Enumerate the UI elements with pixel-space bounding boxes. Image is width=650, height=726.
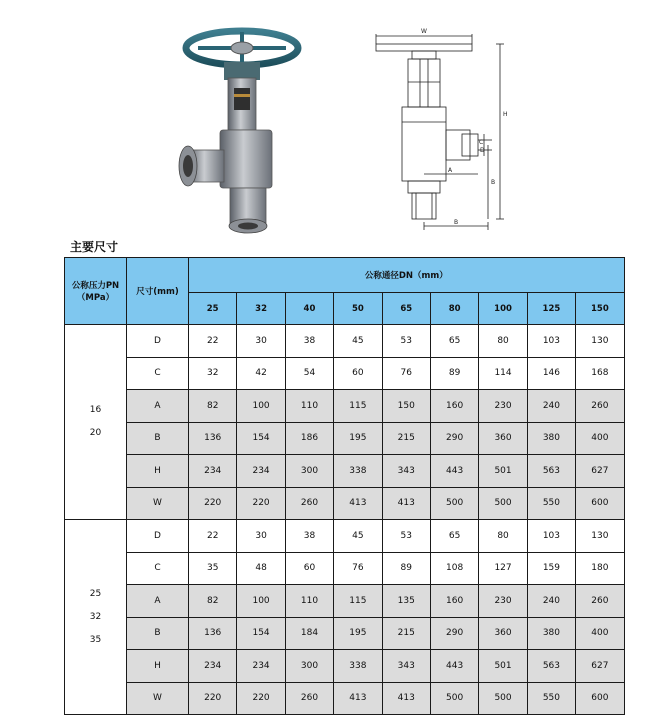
dn-value-header: 65 <box>382 293 430 325</box>
dimension-value: 563 <box>527 650 575 683</box>
dimension-value: 110 <box>285 585 333 618</box>
dimension-value: 413 <box>382 682 430 715</box>
dimension-value: 360 <box>479 422 527 455</box>
dimension-value: 180 <box>576 552 624 585</box>
dimension-value: 136 <box>189 617 237 650</box>
dimension-value: 234 <box>189 650 237 683</box>
dimension-value: 53 <box>382 325 430 358</box>
dimension-value: 32 <box>189 357 237 390</box>
dimension-value: 343 <box>382 650 430 683</box>
dimension-value: 22 <box>189 325 237 358</box>
dimension-value: 343 <box>382 455 430 488</box>
dimension-value: 130 <box>576 520 624 553</box>
dimension-value: 154 <box>237 422 285 455</box>
pn-value: 25 <box>89 588 102 599</box>
dimension-value: 30 <box>237 520 285 553</box>
dimension-value: 80 <box>479 325 527 358</box>
dimension-value: 380 <box>527 617 575 650</box>
dimension-value: 550 <box>527 682 575 715</box>
dimension-value: 300 <box>285 455 333 488</box>
table-row <box>65 422 625 455</box>
dimension-value: 290 <box>430 617 478 650</box>
dimension-value: 501 <box>479 455 527 488</box>
dimension-label: B <box>127 422 189 455</box>
dimension-value: 600 <box>576 487 624 520</box>
dimension-value: 54 <box>285 357 333 390</box>
dn-value-header: 50 <box>334 293 382 325</box>
dn-value-header: 25 <box>189 293 237 325</box>
dimension-value: 220 <box>189 682 237 715</box>
dimension-value: 360 <box>479 617 527 650</box>
dimension-value: 338 <box>334 650 382 683</box>
pn-value: 32 <box>89 611 102 622</box>
valve-photo <box>168 22 318 236</box>
dimension-value: 108 <box>430 552 478 585</box>
dn-value-header: 40 <box>285 293 333 325</box>
dimension-value: 110 <box>285 390 333 423</box>
dimension-value: 195 <box>334 617 382 650</box>
drawing-label-b-bottom: B <box>454 219 459 226</box>
table-body <box>65 325 625 715</box>
dimension-value: 443 <box>430 650 478 683</box>
dim-header: 尺寸(mm) <box>127 258 189 325</box>
dn-value-header: 100 <box>479 293 527 325</box>
dimension-value: 500 <box>479 487 527 520</box>
dimension-value: 500 <box>430 487 478 520</box>
dimension-value: 154 <box>237 617 285 650</box>
dimension-value: 103 <box>527 520 575 553</box>
drawing-label-b-right: B <box>491 179 496 186</box>
dimension-value: 146 <box>527 357 575 390</box>
dimension-value: 38 <box>285 520 333 553</box>
dimension-value: 127 <box>479 552 527 585</box>
dimension-value: 220 <box>237 487 285 520</box>
dimension-value: 230 <box>479 585 527 618</box>
dimension-value: 186 <box>285 422 333 455</box>
table-row <box>65 390 625 423</box>
dimension-value: 413 <box>334 487 382 520</box>
dimension-value: 400 <box>576 617 624 650</box>
dimension-value: 60 <box>334 357 382 390</box>
dimension-value: 338 <box>334 455 382 488</box>
dimension-value: 230 <box>479 390 527 423</box>
dimension-value: 443 <box>430 455 478 488</box>
dimension-label: C <box>127 357 189 390</box>
dimension-label: D <box>127 325 189 358</box>
dimension-label: C <box>127 552 189 585</box>
dimension-value: 65 <box>430 520 478 553</box>
table-row <box>65 487 625 520</box>
drawing-label-h: H <box>503 111 508 118</box>
dimension-value: 215 <box>382 422 430 455</box>
dimension-label: A <box>127 390 189 423</box>
dimension-value: 184 <box>285 617 333 650</box>
dimension-value: 130 <box>576 325 624 358</box>
dimension-value: 82 <box>189 390 237 423</box>
dimensions-table <box>64 257 625 715</box>
dimension-label: W <box>127 487 189 520</box>
dimension-value: 135 <box>382 585 430 618</box>
dimension-value: 260 <box>285 682 333 715</box>
valve-dimension-drawing <box>368 22 528 236</box>
dimension-value: 260 <box>285 487 333 520</box>
dimension-value: 60 <box>285 552 333 585</box>
dimension-value: 220 <box>237 682 285 715</box>
drawing-label-w: W <box>421 28 427 35</box>
dimension-value: 260 <box>576 585 624 618</box>
dimension-value: 290 <box>430 422 478 455</box>
dimension-label: H <box>127 650 189 683</box>
dimension-value: 234 <box>237 650 285 683</box>
dimension-value: 215 <box>382 617 430 650</box>
dimension-value: 136 <box>189 422 237 455</box>
dimension-value: 159 <box>527 552 575 585</box>
dimension-value: 501 <box>479 650 527 683</box>
dn-header: 公称通径DN（mm） <box>189 258 625 293</box>
pn-header: 公称压力PN（MPa） <box>65 258 127 325</box>
pn-value: 20 <box>89 428 102 438</box>
table-row <box>65 357 625 390</box>
dimension-value: 30 <box>237 325 285 358</box>
dimension-value: 168 <box>576 357 624 390</box>
dimension-value: 160 <box>430 390 478 423</box>
dimension-label: A <box>127 585 189 618</box>
dimension-value: 550 <box>527 487 575 520</box>
dimension-value: 53 <box>382 520 430 553</box>
dimension-value: 45 <box>334 325 382 358</box>
dimension-value: 240 <box>527 390 575 423</box>
dimension-value: 234 <box>237 455 285 488</box>
dimension-value: 89 <box>430 357 478 390</box>
dimension-value: 115 <box>334 390 382 423</box>
dimension-value: 80 <box>479 520 527 553</box>
dimension-value: 150 <box>382 390 430 423</box>
dimension-value: 65 <box>430 325 478 358</box>
table-row <box>65 325 625 358</box>
dimension-value: 48 <box>237 552 285 585</box>
dimension-value: 45 <box>334 520 382 553</box>
table-row <box>65 682 625 715</box>
dn-value-header: 32 <box>237 293 285 325</box>
dimension-value: 500 <box>479 682 527 715</box>
dimension-label: H <box>127 455 189 488</box>
dimension-value: 400 <box>576 422 624 455</box>
dimension-value: 114 <box>479 357 527 390</box>
dimension-value: 234 <box>189 455 237 488</box>
dimension-value: 413 <box>382 487 430 520</box>
dimension-value: 380 <box>527 422 575 455</box>
pn-cell <box>65 520 127 715</box>
dimension-value: 600 <box>576 682 624 715</box>
dimension-value: 500 <box>430 682 478 715</box>
pn-value: 16 <box>89 405 102 415</box>
table-row <box>65 650 625 683</box>
pn-value: 35 <box>89 634 102 645</box>
drawing-label-c: C <box>479 139 484 146</box>
dimension-value: 115 <box>334 585 382 618</box>
dn-value-header: 150 <box>576 293 624 325</box>
dimension-value: 35 <box>189 552 237 585</box>
dimension-value: 38 <box>285 325 333 358</box>
dimension-value: 195 <box>334 422 382 455</box>
dimension-value: 160 <box>430 585 478 618</box>
table-row <box>65 585 625 618</box>
dimension-value: 76 <box>382 357 430 390</box>
dimension-value: 89 <box>382 552 430 585</box>
dimension-value: 100 <box>237 585 285 618</box>
dimension-value: 22 <box>189 520 237 553</box>
table-row <box>65 552 625 585</box>
dimension-label: B <box>127 617 189 650</box>
dimension-value: 103 <box>527 325 575 358</box>
dimension-value: 76 <box>334 552 382 585</box>
pn-cell <box>65 325 127 520</box>
dn-value-header: 80 <box>430 293 478 325</box>
dimension-value: 563 <box>527 455 575 488</box>
drawing-label-a: A <box>448 167 453 174</box>
table-row <box>65 455 625 488</box>
dimension-value: 300 <box>285 650 333 683</box>
dimension-value: 100 <box>237 390 285 423</box>
dimension-value: 42 <box>237 357 285 390</box>
dimension-value: 627 <box>576 455 624 488</box>
dimension-label: D <box>127 520 189 553</box>
dn-value-header: 125 <box>527 293 575 325</box>
dimension-value: 413 <box>334 682 382 715</box>
section-title: 主要尺寸 <box>70 240 119 254</box>
table-row <box>65 617 625 650</box>
dimension-value: 240 <box>527 585 575 618</box>
dimension-value: 82 <box>189 585 237 618</box>
drawing-label-d: D <box>480 147 485 154</box>
dimension-value: 627 <box>576 650 624 683</box>
table-row <box>65 520 625 553</box>
dimension-label: W <box>127 682 189 715</box>
dimension-value: 220 <box>189 487 237 520</box>
dimension-value: 260 <box>576 390 624 423</box>
